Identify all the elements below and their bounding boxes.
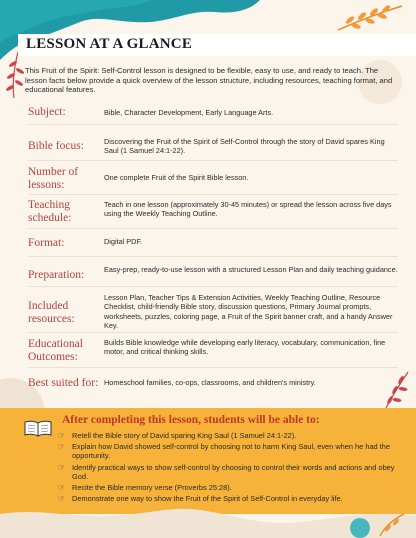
- bottom-wave-decoration: [0, 506, 416, 538]
- pointing-hand-icon: ☞: [58, 442, 66, 452]
- divider: [28, 367, 398, 368]
- fact-label: Number of lessons:: [28, 166, 79, 191]
- open-book-icon: [24, 420, 52, 438]
- fact-label: Subject:: [28, 106, 66, 118]
- fact-label: Included resources:: [28, 300, 75, 325]
- divider: [28, 194, 398, 195]
- fact-value: One complete Fruit of the Spirit Bible lesson.: [104, 173, 249, 182]
- intro-paragraph: This Fruit of the Spirit: Self-Control lesson is designed to be flexible, easy to use, and ready to teach. The lesson facts below provide a quick overview of the lesson structure, including resources, teaching format, and educational features.: [25, 66, 393, 95]
- fact-value: Easy-prep, ready-to-use lesson with a structured Lesson Plan and daily teaching guidance.: [104, 265, 398, 274]
- list-item: ☞ Explain how David showed self-control by choosing not to harm King Saul, even when he had the opportunity.: [58, 442, 390, 461]
- fact-value: Discovering the Fruit of the Spirit of Self-Control through the story of David spares King Saul (1 Samuel 24:1-22).: [104, 137, 385, 156]
- leaf-branch-icon: [382, 370, 412, 410]
- list-item: ☞ Identify practical ways to show self-control by choosing to control their words and actions and obey God.: [58, 462, 395, 481]
- pointing-hand-icon: ☞: [58, 431, 66, 440]
- fact-value: Bible, Character Development, Early Language Arts.: [104, 108, 274, 117]
- fact-value: Builds Bible knowledge while developing early literacy, vocabulary, communication, fine motor, and critical thinking skills.: [104, 338, 386, 357]
- outcomes-list: [58, 431, 398, 505]
- list-item: ☞ Recite the Bible memory verse (Proverbs 25:28).: [58, 483, 232, 493]
- fact-value: Teach in one lesson (approximately 30-45 minutes) or spread the lesson across five days using the Weekly Teaching Outline.: [104, 200, 392, 219]
- divider: [28, 160, 398, 161]
- fact-label: Educational Outcomes:: [28, 338, 83, 363]
- list-item: ☞ Retell the Bible story of David sparing King Saul (1 Samuel 24:1-22).: [58, 431, 297, 440]
- fact-label: Bible focus:: [28, 140, 84, 152]
- leaf-branch-icon: [4, 50, 24, 100]
- divider: [28, 256, 398, 257]
- leaf-branch-icon: [336, 2, 406, 32]
- pointing-hand-icon: ☞: [58, 462, 66, 472]
- divider: [28, 124, 398, 125]
- fact-value: Lesson Plan, Teacher Tips & Extension Activities, Weekly Teaching Outline, Resource Checklist, child-friendly Bible story, discussion questions, Primary Journal prompts, worksheets, puzzles, coloring page, a Fruit of the Spirit banner craft, and a handy Answer Key.: [104, 293, 393, 331]
- page-title: LESSON AT A GLANCE: [26, 36, 193, 52]
- divider: [28, 332, 398, 333]
- outcomes-title: After completing this lesson, students will be able to:: [62, 414, 320, 426]
- divider: [28, 228, 398, 229]
- fact-value: Digital PDF.: [104, 237, 143, 246]
- fact-label: Preparation:: [28, 269, 85, 281]
- fact-label: Best suited for:: [28, 377, 99, 389]
- fact-value: Homeschool families, co-ops, classrooms, and children's ministry.: [104, 378, 316, 387]
- fact-label: Teaching schedule:: [28, 199, 72, 224]
- divider: [28, 286, 398, 287]
- fact-label: Format:: [28, 237, 65, 249]
- pointing-hand-icon: ☞: [58, 483, 66, 493]
- list-item: ☞ Demonstrate one way to show the Fruit of the Spirit of Self-Control in everyday life.: [58, 494, 343, 504]
- pointing-hand-icon: ☞: [58, 494, 66, 504]
